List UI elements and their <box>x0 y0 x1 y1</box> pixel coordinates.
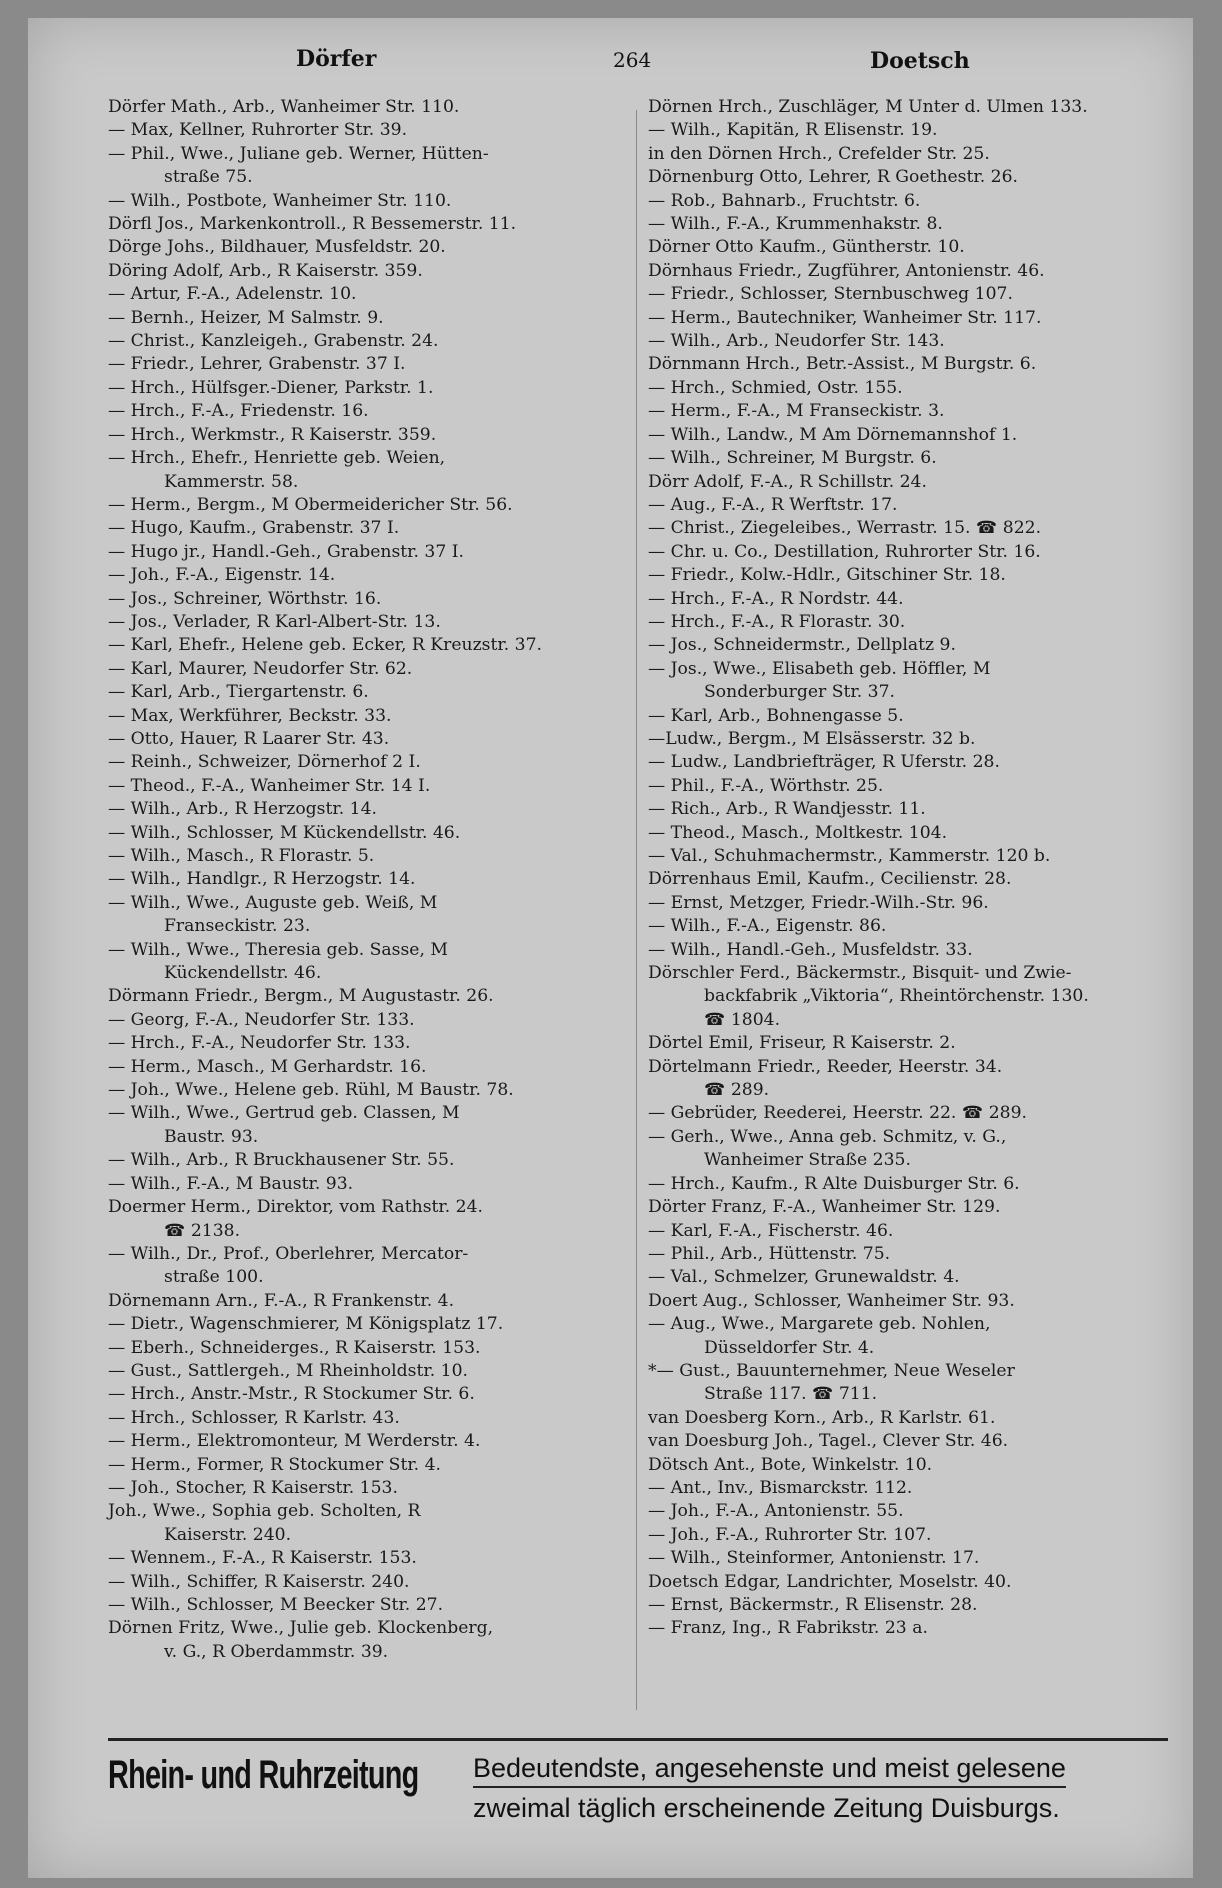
directory-entry: — Hrch., Kaufm., R Alte Duisburger Str. 6. <box>648 1173 1020 1194</box>
directory-entry: Doert Aug., Schlosser, Wanheimer Str. 93. <box>648 1290 1015 1311</box>
directory-entry: — Wilh., F.-A., Krummenhakstr. 8. <box>648 214 943 235</box>
directory-entry: — Hrch., Werkmstr., R Kaiserstr. 359. <box>108 424 437 445</box>
directory-entry: Kaiserstr. 240. <box>164 1524 292 1545</box>
directory-entry: van Doesburg Joh., Tagel., Clever Str. 46. <box>648 1431 1009 1452</box>
directory-entry: — Joh., Stocher, R Kaiserstr. 153. <box>108 1477 398 1498</box>
directory-entry: — Herm., Masch., M Gerhardstr. 16. <box>108 1056 427 1077</box>
directory-entry: — Wilh., Arb., Neudorfer Str. 143. <box>648 331 945 352</box>
directory-entry: — Wilh., Landw., M Am Dörnemannshof 1. <box>648 424 1018 445</box>
ad-line-1: Bedeutendste, angesehenste und meist gelesene <box>473 1753 1066 1788</box>
directory-entry: — Eberh., Schneiderges., R Kaiserstr. 153. <box>108 1337 481 1358</box>
directory-entry: — Ernst, Bäckermstr., R Elisenstr. 28. <box>648 1595 978 1615</box>
directory-entry: — Georg, F.-A., Neudorfer Str. 133. <box>108 1009 415 1030</box>
directory-entry: — Wilh., Wwe., Gertrud geb. Classen, M <box>108 1103 460 1124</box>
header-left-keyword: Dörfer <box>296 46 377 72</box>
directory-entry: — Gust., Sattlergeh., M Rheinholdstr. 10. <box>108 1360 468 1381</box>
directory-entry: — Reinh., Schweizer, Dörnerhof 2 I. <box>108 752 421 773</box>
directory-entry: — Herm., Former, R Stockumer Str. 4. <box>108 1454 442 1475</box>
directory-entry: — Rob., Bahnarb., Fruchtstr. 6. <box>648 190 921 211</box>
directory-entry: — Joh., Wwe., Helene geb. Rühl, M Baustr. 78. <box>108 1080 514 1101</box>
directory-entry: Doetsch Edgar, Landrichter, Moselstr. 40. <box>648 1571 1012 1592</box>
directory-entry: — Wilh., Postbote, Wanheimer Str. 110. <box>108 190 452 211</box>
directory-entry: — Hrch., F.-A., Friedenstr. 16. <box>108 401 369 422</box>
directory-entry: — Friedr., Schlosser, Sternbuschweg 107. <box>648 284 1013 305</box>
directory-entry: — Christ., Kanzleigeh., Grabenstr. 24. <box>108 331 439 352</box>
directory-entry: Dörtel Emil, Friseur, R Kaiserstr. 2. <box>648 1033 956 1054</box>
directory-entry: — Wilh., Arb., R Herzogstr. 14. <box>108 799 377 820</box>
directory-entry: — Herm., Bergm., M Obermeidericher Str. 56. <box>108 494 513 515</box>
directory-entry: — Artur, F.-A., Adelenstr. 10. <box>108 284 357 305</box>
directory-entry: — Wilh., F.-A., Eigenstr. 86. <box>648 916 887 937</box>
directory-entry: — Wilh., Dr., Prof., Oberlehrer, Mercator- <box>108 1243 469 1264</box>
directory-entry: — Herm., F.-A., M Franseckistr. 3. <box>648 401 945 422</box>
directory-entry: — Herm., Bautechniker, Wanheimer Str. 117. <box>648 307 1042 328</box>
directory-entry: Dörfer Math., Arb., Wanheimer Str. 110. <box>108 97 460 117</box>
directory-entry: straße 75. <box>164 167 253 188</box>
directory-entry: — Gerh., Wwe., Anna geb. Schmitz, v. G., <box>648 1126 1007 1147</box>
directory-entry: Dörnen Fritz, Wwe., Julie geb. Klockenberg, <box>108 1618 494 1639</box>
directory-entry: Franseckistr. 23. <box>164 916 311 937</box>
directory-entry: — Chr. u. Co., Destillation, Ruhrorter Str. 16. <box>648 541 1041 562</box>
directory-entry: — Val., Schmelzer, Grunewaldstr. 4. <box>648 1267 960 1288</box>
directory-entry: — Karl, Arb., Bohnengasse 5. <box>648 705 904 726</box>
directory-entry: — Hrch., Hülfsger.-Diener, Parkstr. 1. <box>108 377 434 398</box>
directory-entry: — Wilh., Steinformer, Antonienstr. 17. <box>648 1548 980 1569</box>
directory-entry: — Max, Werkführer, Beckstr. 33. <box>108 705 392 726</box>
directory-entry: — Joh., F.-A., Eigenstr. 14. <box>108 565 336 586</box>
directory-entry: — Wilh., Kapitän, R Elisenstr. 19. <box>648 120 938 141</box>
directory-entry: — Karl, Arb., Tiergartenstr. 6. <box>108 682 369 703</box>
directory-entry: Doermer Herm., Direktor, vom Rathstr. 24. <box>108 1197 484 1218</box>
directory-entry: — Ludw., Landbriefträger, R Uferstr. 28. <box>648 752 1000 773</box>
page-header <box>28 18 1193 74</box>
directory-entry: ☎ 1804. <box>704 1009 781 1030</box>
newspaper-advertisement <box>108 1738 1168 1841</box>
directory-entry: — Phil., Wwe., Juliane geb. Werner, Hütten- <box>108 143 489 164</box>
right-column <box>648 96 1168 1641</box>
directory-entry: — Jos., Verlader, R Karl-Albert-Str. 13. <box>108 611 441 632</box>
directory-entry: — Val., Schuhmachermstr., Kammerstr. 120 b. <box>648 846 1051 866</box>
directory-entry: — Hrch., Schlosser, R Karlstr. 43. <box>108 1407 400 1428</box>
left-column <box>108 96 648 1664</box>
directory-entry: — Joh., F.-A., Antonienstr. 55. <box>648 1501 904 1522</box>
directory-entry: — Jos., Wwe., Elisabeth geb. Höffler, M <box>648 658 991 679</box>
directory-entry: Dörrenhaus Emil, Kaufm., Cecilienstr. 28. <box>648 869 1012 890</box>
directory-entry: Dörnmann Hrch., Betr.-Assist., M Burgstr. 6. <box>648 354 1037 375</box>
directory-entry: — Phil., F.-A., Wörthstr. 25. <box>648 775 884 796</box>
directory-entry: — Hrch., F.-A., R Florastr. 30. <box>648 611 906 632</box>
directory-entry: Dörter Franz, F.-A., Wanheimer Str. 129. <box>648 1197 1001 1218</box>
header-right-keyword: Doetsch <box>870 48 970 74</box>
directory-entry: in den Dörnen Hrch., Crefelder Str. 25. <box>648 143 990 164</box>
directory-entry: — Dietr., Wagenschmierer, M Königsplatz 17. <box>108 1314 504 1335</box>
directory-entry: — Wilh., Schlosser, M Beecker Str. 27. <box>108 1595 444 1615</box>
directory-entry: — Aug., Wwe., Margarete geb. Nohlen, <box>648 1314 991 1335</box>
directory-entry: — Theod., F.-A., Wanheimer Str. 14 I. <box>108 775 431 796</box>
directory-entry: — Karl, Maurer, Neudorfer Str. 62. <box>108 658 413 679</box>
directory-entry: Düsseldorfer Str. 4. <box>704 1337 875 1358</box>
directory-entry: ☎ 289. <box>704 1080 770 1101</box>
directory-entry: — Hrch., Anstr.-Mstr., R Stockumer Str. 6. <box>108 1384 475 1405</box>
directory-entry: Dörge Johs., Bildhauer, Musfeldstr. 20. <box>108 237 446 258</box>
directory-entry: — Gebrüder, Reederei, Heerstr. 22. ☎ 289. <box>648 1103 1028 1124</box>
ad-line-2: zweimal täglich erscheinende Zeitung Duisburgs. <box>473 1793 1060 1823</box>
directory-entry: Dörschler Ferd., Bäckermstr., Bisquit- und Zwie- <box>648 963 1072 984</box>
directory-entry: — Rich., Arb., R Wandjesstr. 11. <box>648 799 926 820</box>
directory-entry: van Doesberg Korn., Arb., R Karlstr. 61. <box>648 1407 996 1428</box>
directory-entry: Dörr Adolf, F.-A., R Schillstr. 24. <box>648 471 927 492</box>
directory-entry: — Wilh., Arb., R Bruckhausener Str. 55. <box>108 1150 455 1171</box>
directory-entry: Kammerstr. 58. <box>164 471 299 492</box>
directory-entry: — Max, Kellner, Ruhrorter Str. 39. <box>108 120 408 141</box>
directory-entry: — Otto, Hauer, R Laarer Str. 43. <box>108 728 390 749</box>
directory-entry: Kückendellstr. 46. <box>164 963 322 984</box>
directory-entry: — Wilh., Wwe., Auguste geb. Weiß, M <box>108 892 438 913</box>
directory-entry: Sonderburger Str. 37. <box>704 682 895 703</box>
directory-entry: — Bernh., Heizer, M Salmstr. 9. <box>108 307 384 328</box>
ad-title: Rhein- und Ruhrzeitung <box>108 1753 419 1797</box>
directory-entry: — Jos., Schreiner, Wörthstr. 16. <box>108 588 382 609</box>
directory-entry: — Wilh., Masch., R Florastr. 5. <box>108 846 375 866</box>
page-number: 264 <box>613 48 652 72</box>
directory-entry: — Joh., F.-A., Ruhrorter Str. 107. <box>648 1524 932 1545</box>
directory-entry: — Wennem., F.-A., R Kaiserstr. 153. <box>108 1548 417 1569</box>
directory-entry: — Friedr., Lehrer, Grabenstr. 37 I. <box>108 354 406 375</box>
directory-entry: — Theod., Masch., Moltkestr. 104. <box>648 822 948 843</box>
directory-entry: Dörner Otto Kaufm., Güntherstr. 10. <box>648 237 965 258</box>
directory-entry: — Wilh., Schiffer, R Kaiserstr. 240. <box>108 1571 410 1592</box>
directory-entry: Baustr. 93. <box>164 1126 259 1147</box>
directory-entry: ☎ 2138. <box>164 1220 241 1241</box>
directory-entry: — Jos., Schneidermstr., Dellplatz 9. <box>648 635 956 656</box>
directory-entry: — Hugo jr., Handl.-Geh., Grabenstr. 37 I. <box>108 541 465 562</box>
directory-entry: — Hugo, Kaufm., Grabenstr. 37 I. <box>108 518 400 539</box>
directory-entry: Döring Adolf, Arb., R Kaiserstr. 359. <box>108 260 423 281</box>
directory-entry: — Wilh., Wwe., Theresia geb. Sasse, M <box>108 939 448 960</box>
directory-entry: backfabrik „Viktoria“, Rheintörchenstr. 130. <box>704 986 1089 1007</box>
directory-entry: — Aug., F.-A., R Werftstr. 17. <box>648 494 898 515</box>
directory-entry: — Wilh., Handlgr., R Herzogstr. 14. <box>108 869 416 890</box>
directory-entry: Straße 117. ☎ 711. <box>704 1384 878 1405</box>
directory-entry: — Hrch., F.-A., Neudorfer Str. 133. <box>108 1033 411 1054</box>
directory-entry: — Ant., Inv., Bismarckstr. 112. <box>648 1477 913 1498</box>
directory-entry: — Ernst, Metzger, Friedr.-Wilh.-Str. 96. <box>648 892 989 913</box>
directory-entry: Dörfl Jos., Markenkontroll., R Bessemerstr. 11. <box>108 214 517 235</box>
directory-entry: v. G., R Oberdammstr. 39. <box>164 1641 389 1662</box>
directory-entry: Dörmann Friedr., Bergm., M Augustastr. 26. <box>108 986 494 1007</box>
directory-entry: Dörnemann Arn., F.-A., R Frankenstr. 4. <box>108 1290 455 1311</box>
directory-entry: — Phil., Arb., Hüttenstr. 75. <box>648 1243 891 1264</box>
directory-entry: — Wilh., Schlosser, M Kückendellstr. 46. <box>108 822 461 843</box>
directory-entry: — Karl, F.-A., Fischerstr. 46. <box>648 1220 894 1241</box>
directory-entry: — Wilh., F.-A., M Baustr. 93. <box>108 1173 354 1194</box>
directory-entry: — Hrch., Schmied, Ostr. 155. <box>648 377 903 398</box>
directory-entry: — Herm., Elektromonteur, M Werderstr. 4. <box>108 1431 481 1452</box>
directory-entry: Dörtelmann Friedr., Reeder, Heerstr. 34. <box>648 1056 1003 1077</box>
directory-entry: — Franz, Ing., R Fabrikstr. 23 a. <box>648 1618 928 1639</box>
directory-entry: straße 100. <box>164 1267 264 1288</box>
directory-entry: Joh., Wwe., Sophia geb. Scholten, R <box>108 1501 421 1522</box>
directory-entry: — Karl, Ehefr., Helene geb. Ecker, R Kreuzstr. 37. <box>108 635 542 656</box>
directory-entry: Dörnen Hrch., Zuschläger, M Unter d. Ulmen 133. <box>648 97 1088 117</box>
directory-entry: — Wilh., Handl.-Geh., Musfeldstr. 33. <box>648 939 973 960</box>
directory-entry: Dötsch Ant., Bote, Winkelstr. 10. <box>648 1454 933 1475</box>
directory-entry: —Ludw., Bergm., M Elsässerstr. 32 b. <box>648 728 976 749</box>
directory-entry: — Friedr., Kolw.-Hdlr., Gitschiner Str. 18. <box>648 565 1006 586</box>
directory-entry: Dörnenburg Otto, Lehrer, R Goethestr. 26. <box>648 167 1018 188</box>
directory-entry: — Christ., Ziegeleibes., Werrastr. 15. ☎ 822. <box>648 518 1042 539</box>
directory-entry: Dörnhaus Friedr., Zugführer, Antonienstr. 46. <box>648 260 1045 281</box>
directory-entry: — Hrch., F.-A., R Nordstr. 44. <box>648 588 904 609</box>
directory-entry: Wanheimer Straße 235. <box>704 1150 911 1171</box>
directory-page <box>28 18 1193 1878</box>
directory-entry: — Hrch., Ehefr., Henriette geb. Weien, <box>108 448 446 469</box>
directory-entry: — Wilh., Schreiner, M Burgstr. 6. <box>648 448 937 469</box>
directory-entry: *— Gust., Bauunternehmer, Neue Weseler <box>648 1360 1015 1381</box>
